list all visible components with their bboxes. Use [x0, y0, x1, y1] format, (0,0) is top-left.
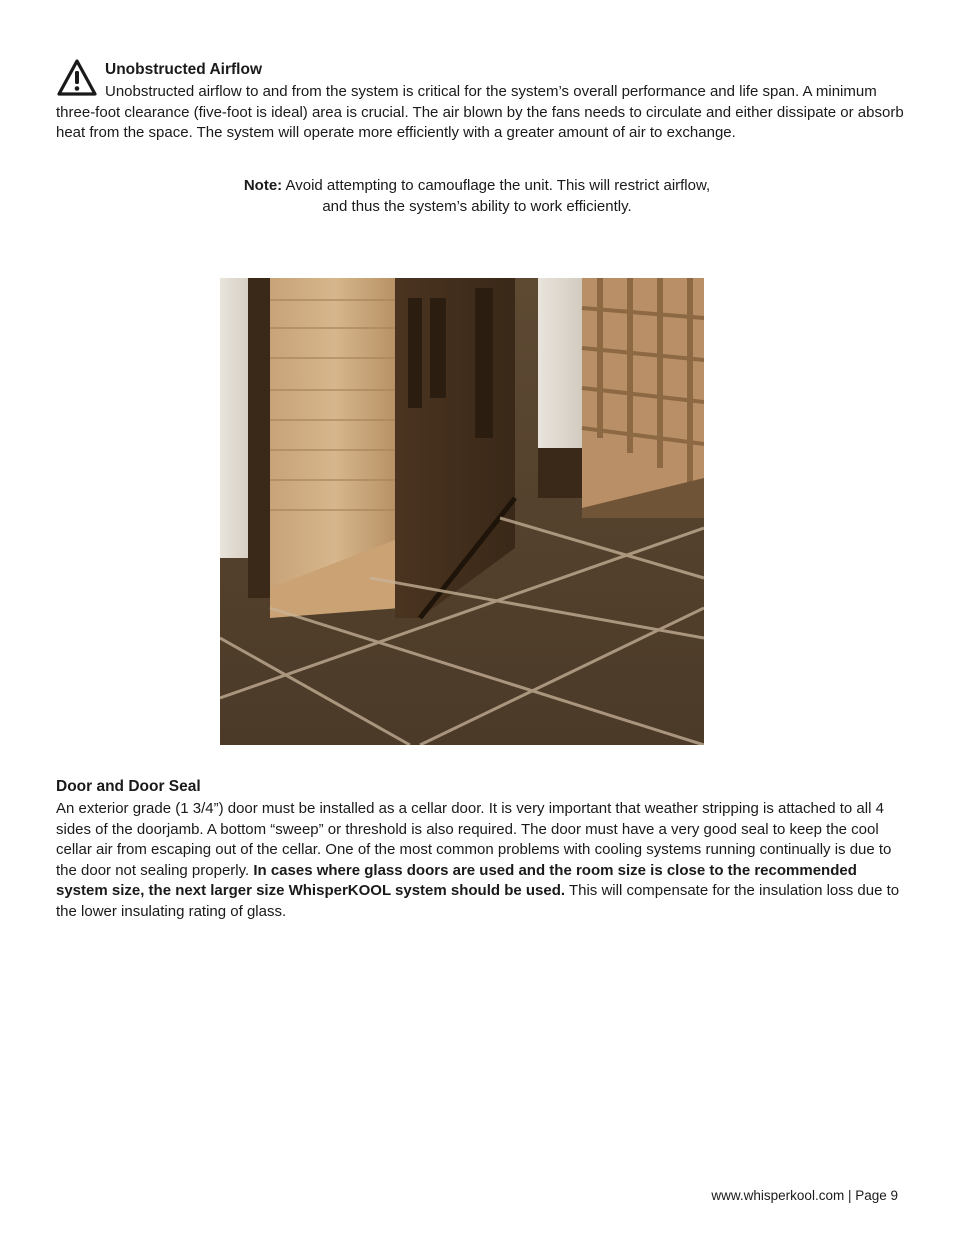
page-footer: www.whisperkool.com | Page 9: [711, 1188, 898, 1203]
door-paragraph: [56, 799, 906, 922]
airflow-note: [240, 176, 714, 217]
airflow-paragraph: Unobstructed airflow to and from the system is critical for the system’s overall performance and life span. A minimum three-foot clearance (five-foot is ideal) area is crucial. The air blown by the fans needs to circulate and either dissipate or absorb heat from the space. The system will operate more efficiently with a greater amount of air to exchange.: [56, 83, 904, 141]
cellar-door-photo: [220, 278, 704, 745]
airflow-heading: Unobstructed Airflow: [105, 61, 263, 78]
door-text-2: This will compensate for the insulation loss due to the lower insulating rating of glass.: [56, 882, 900, 920]
note-label: Note:: [243, 177, 283, 194]
note-text: Avoid attempting to camouflage the unit. This will restrict airflow, and thus the system’s ability to work efficiently.: [282, 177, 711, 215]
door-text-1: An exterior grade (1 3/4”) door must be installed as a cellar door. It is very important that weather stripping is attached to all 4 sides of the doorjamb. A bottom “sweep” or threshold is also required. The door must have a very good seal to keep the cool cellar air from escaping out of the cellar. One of the most common problems with cooling systems running continually is due to the door not sealing properly.: [56, 800, 892, 879]
door-heading: Door and Door Seal: [56, 778, 201, 795]
door-text-bold: In cases where glass doors are used and the room size is close to the recommended system size, the next larger size WhisperKOOL system should be used.: [56, 861, 857, 899]
